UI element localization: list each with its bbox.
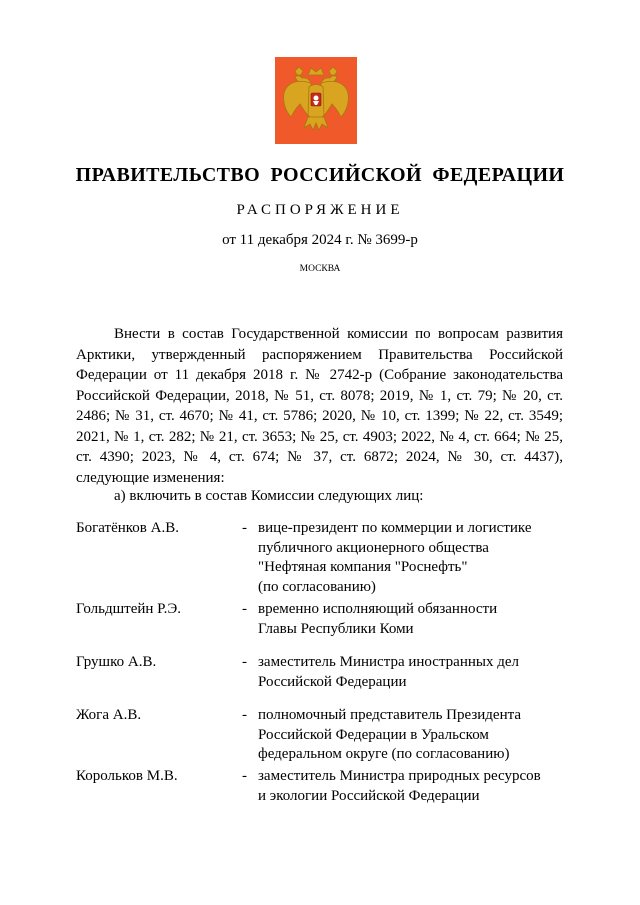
position-line: федеральном округе (по согласованию) xyxy=(258,746,510,762)
position-line: заместитель Министра иностранных дел xyxy=(258,654,519,670)
dash-separator: - xyxy=(242,654,247,670)
dash-separator: - xyxy=(242,707,247,723)
document-date-number: от 11 декабря 2024 г. № 3699-р xyxy=(222,232,418,248)
person-entry xyxy=(76,519,563,600)
position-line: (по согласованию) xyxy=(258,578,376,595)
person-name: Богатёнков А.В. xyxy=(76,520,179,536)
position-line: полномочный представитель Президента xyxy=(258,707,521,723)
item-a-heading: а) включить в состав Комиссии следующих лиц: xyxy=(114,488,424,504)
person-name: Жога А.В. xyxy=(76,707,142,723)
person-position xyxy=(258,653,563,692)
government-title: ПРАВИТЕЛЬСТВО РОССИЙСКОЙ ФЕДЕРАЦИИ xyxy=(75,164,565,186)
person-entry xyxy=(76,653,563,706)
document-city: МОСКВА xyxy=(299,264,341,274)
person-position xyxy=(258,767,563,806)
position-line: временно исполняющий обязанности xyxy=(258,601,498,617)
person-position xyxy=(258,600,563,639)
person-entry xyxy=(76,706,563,767)
dash-separator: - xyxy=(242,520,247,536)
position-line: и экологии Российской Федерации xyxy=(258,787,480,804)
intro-paragraph: Внести в состав Государственной комиссии по вопросам развития Арктики, утвержденный распоряжением Правительства Российской Федерации от 11 декабря 2018 г. № 2742-р (Собрание законодательства Российской Федерации, 2018, № 51, ст. 8078; 2019, № 1, ст. 79; № 20, ст. 2486; № 31, ст. 4670; № 41, ст. 5786; 2020, № 10, ст. 1399; № 22, ст. 3549; 2021, № 1, ст. 282; № 21, ст. 3653; № 25, ст. 4903; 2022, № 4, ст. 664; № 25, ст. 4390; 2023, № 4, ст. 674; № 37, ст. 6872; 2024, № 30, ст. 4437), следующие изменения: xyxy=(76,326,563,486)
person-position xyxy=(258,519,563,597)
position-line: Российской Федерации xyxy=(258,673,407,690)
person-position xyxy=(258,706,563,765)
persons-list xyxy=(76,519,563,806)
position-line: Российской Федерации в Уральском xyxy=(258,726,489,743)
dash-separator: - xyxy=(242,601,247,617)
person-name: Гольдштейн Р.Э. xyxy=(76,601,182,617)
document-type: РАСПОРЯЖЕНИЕ xyxy=(236,202,404,218)
dash-separator: - xyxy=(242,768,247,784)
position-line: вице-президент по коммерции и логистике xyxy=(258,520,532,536)
person-entry xyxy=(76,767,563,806)
person-name: Грушко А.В. xyxy=(76,654,157,670)
person-name: Корольков М.В. xyxy=(76,768,178,784)
position-line: Главы Республики Коми xyxy=(258,620,414,637)
person-entry xyxy=(76,600,563,653)
position-line: "Нефтяная компания "Роснефть" xyxy=(258,559,468,575)
position-line: публичного акционерного общества xyxy=(258,539,489,556)
position-line: заместитель Министра природных ресурсов xyxy=(258,768,541,784)
russian-coat-of-arms-icon xyxy=(275,57,357,144)
